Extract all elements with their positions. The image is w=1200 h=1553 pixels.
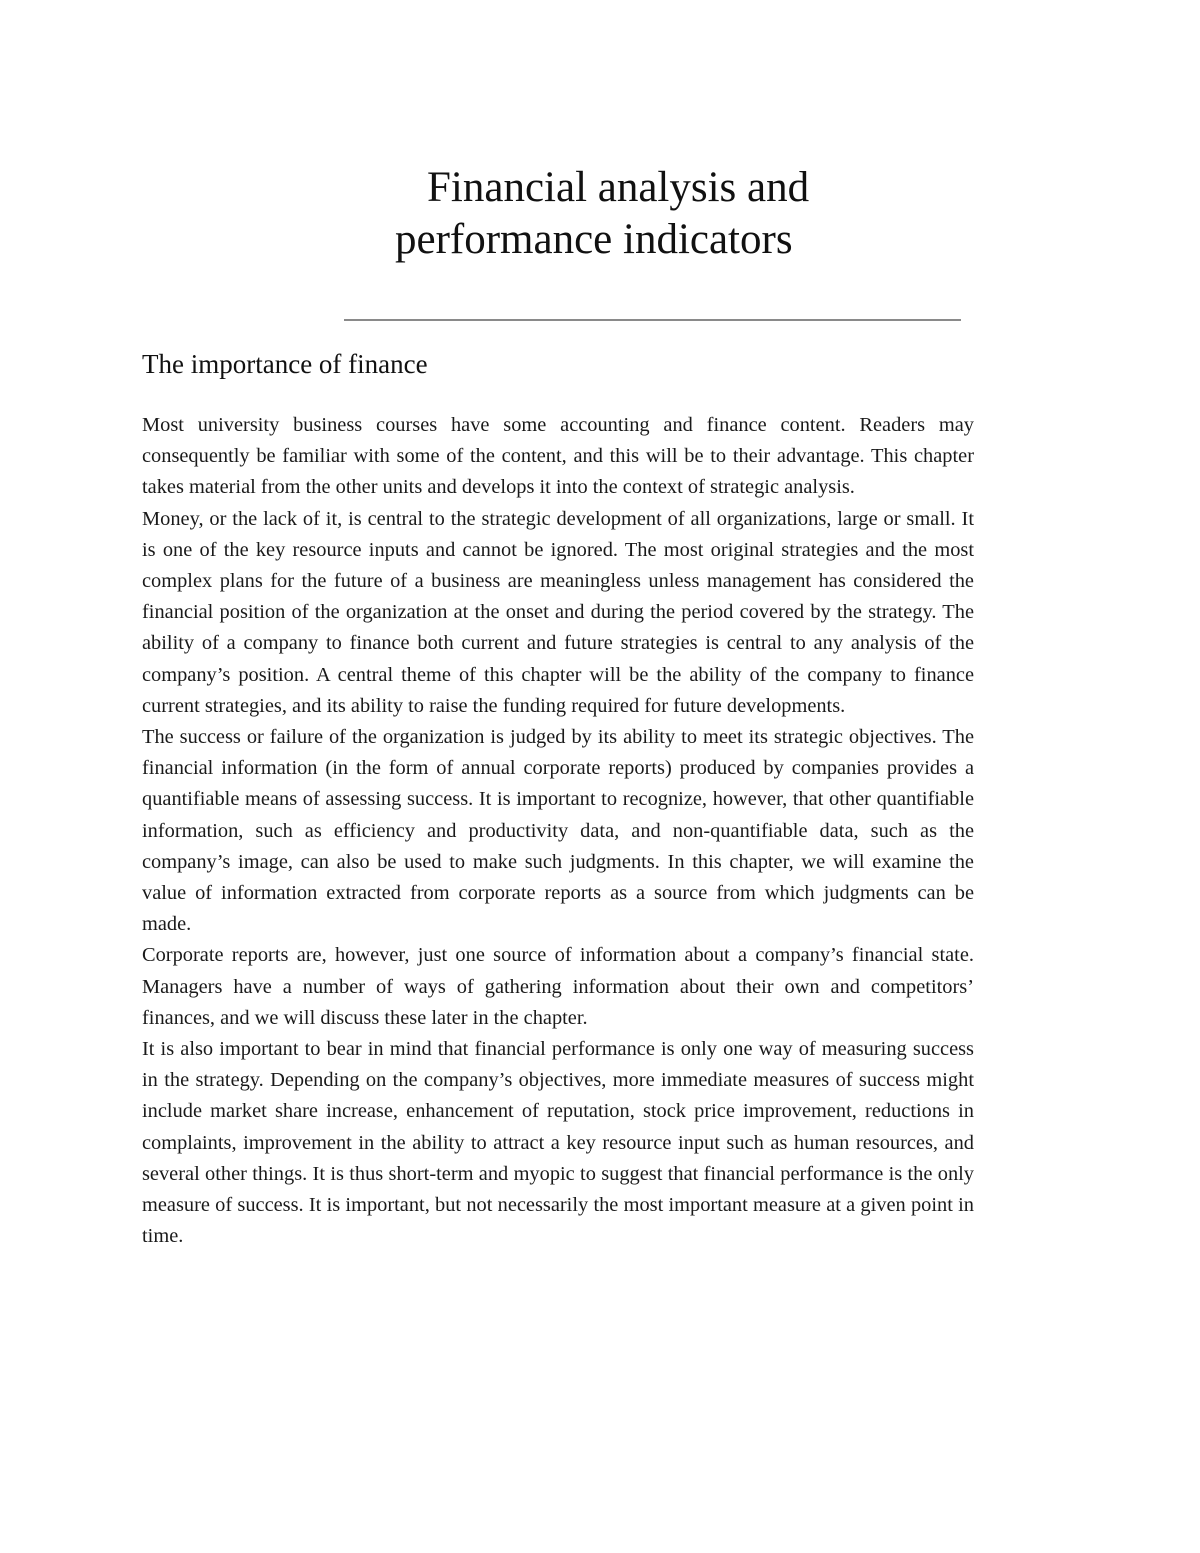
paragraph-5: It is also important to bear in mind that financial performance is only one way of measuring success in the strategy. Depending on the company’s objectives, more immediate measures of success might include market share increase, enhancement of reputation, stock price improvement, reductions in complaints, improvement in the ability to attract a key resource input such as human resources, and several other things. It is thus short-term and myopic to suggest that financial performance is the only measure of success. It is important, but not necessarily the most important measure at a given point in time. (142, 1038, 974, 1248)
paragraph-3: The success or failure of the organization is judged by its ability to meet its strategic objectives. The financial information (in the form of annual corporate reports) produced by companies provides a quantifiable means of assessing success. It is important to recognize, however, that other quantifiable information, such as efficiency and productivity data, and non-quantifiable data, such as the company’s image, can also be used to make such judgments. In this chapter, we will examine the value of information extracted from corporate reports as a source from which judgments can be made. (142, 726, 974, 936)
document-title-line-1: Financial analysis and (427, 164, 810, 211)
body-text (142, 410, 974, 1252)
document-title (395, 162, 955, 266)
paragraph-2: Money, or the lack of it, is central to the strategic development of all organizations, large or small. It is one of the key resource inputs and cannot be ignored. The most original strategies and the most complex plans for the future of a business are meaningless unless management has considered the financial position of the organization at the onset and during the period covered by the strategy. The ability of a company to finance both current and future strategies is central to any analysis of the company’s position. A central theme of this chapter will be the ability of the company to finance current strategies, and its ability to raise the funding required for future developments. (142, 507, 974, 717)
document-title-line-2: performance indicators (395, 216, 793, 263)
paragraph-1: Most university business courses have some accounting and finance content. Readers may consequently be familiar with some of the content, and this will be to their advantage. This chapter takes material from the other units and develops it into the context of strategic analysis. (142, 414, 974, 499)
title-divider (344, 319, 961, 321)
section-heading: The importance of finance (142, 349, 428, 379)
paragraph-4: Corporate reports are, however, just one source of information about a company’s financial state. Managers have a number of ways of gathering information about their own and competitors’ finances, and we will discuss these later in the chapter. (142, 944, 974, 1029)
